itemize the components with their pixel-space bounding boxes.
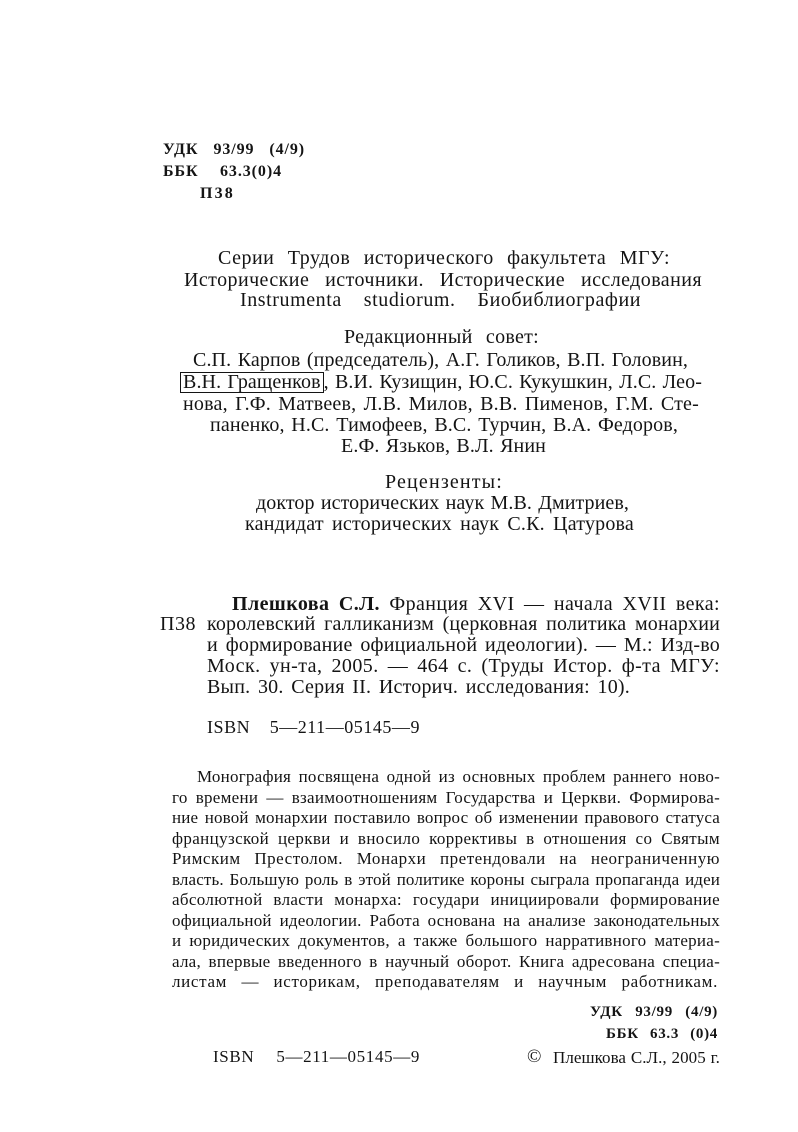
annotation-line: Монография посвящена одной из основных проблем раннего ново-: [197, 767, 720, 786]
annotation-line: ала, впервые введенного в научный оборот. Книга адресована специа-: [172, 952, 720, 971]
copyright-text: Плешкова С.Л., 2005 г.: [553, 1048, 720, 1067]
annotation-line: и юридических документов, а также большого нарративного материа-: [172, 931, 720, 950]
footer-udk-code: УДК 93/99 (4/9): [590, 1004, 718, 1020]
series-line: Серии Трудов исторического факультета МГУ:: [218, 247, 670, 269]
annotation-line: листам — историкам, преподавателям и научным работникам.: [172, 972, 718, 991]
annotation-line: абсолютной власти монарха: государи инициировали формирование: [172, 890, 720, 909]
bibliography-line: Вып. 30. Серия II. Историч. исследования: 10).: [207, 676, 630, 698]
footer-bbk-code: ББК 63.3 (0)4: [606, 1026, 718, 1042]
bibliography-line: королевский галликанизм (церковная политика монархии: [207, 613, 720, 635]
annotation-line: ние новой монархии поставило вопрос об изменении правового статуса: [172, 808, 720, 827]
bibliography-mark: П38: [160, 613, 196, 635]
reviewer-line: кандидат исторических наук С.К. Цатурова: [245, 513, 634, 535]
copyright-icon: ©: [527, 1046, 542, 1067]
annotation-line: власть. Большую роль в этой политике короны сыграла пропаганда идеи: [172, 870, 720, 889]
editorial-board-line: нова, Г.Ф. Матвеев, Л.В. Милов, В.В. Пименов, Г.М. Сте-: [183, 393, 699, 415]
boxed-name: В.Н. Гращенков: [180, 372, 324, 393]
annotation-line: Римским Престолом. Монархи претендовали на неограниченную: [172, 849, 720, 868]
series-line: Instrumenta studiorum. Биобиблиографии: [240, 289, 641, 311]
bibliography-line: Плешкова С.Л. Франция XVI — начала XVII века:: [232, 593, 721, 615]
annotation-line: французской церкви и вносило коррективы в отношения со Святым: [172, 829, 720, 848]
author-mark: П38: [200, 185, 235, 202]
editorial-board-title: Редакционный совет:: [344, 326, 539, 348]
reviewer-line: доктор исторических наук М.В. Дмитриев,: [256, 492, 629, 514]
bibliography-author: Плешкова С.Л.: [232, 593, 380, 615]
udk-code: УДК 93/99 (4/9): [163, 141, 305, 158]
annotation-line: официальной идеологии. Работа основана на анализе законодательных: [172, 911, 720, 930]
series-line: Исторические источники. Исторические исследования: [184, 269, 702, 291]
editorial-board-line: С.П. Карпов (председатель), А.Г. Голиков, В.П. Головин,: [193, 349, 688, 371]
reviewers-title: Рецензенты:: [385, 471, 503, 493]
editorial-board-line: Е.Ф. Язьков, В.Л. Янин: [341, 435, 546, 457]
bibliography-line: Моск. ун-та, 2005. — 464 с. (Труды Истор. ф-та МГУ:: [207, 655, 720, 677]
editorial-board-line: паненко, Н.С. Тимофеев, В.С. Турчин, В.А. Федоров,: [210, 414, 678, 436]
bibliography-line: и формирование официальной идеологии). — М.: Изд-во: [207, 634, 720, 656]
annotation-line: го времени — взаимоотношениям Государства и Церкви. Формирова-: [172, 788, 720, 807]
editorial-board-line: В.Н. Гращенков , В.И. Кузищин, Ю.С. Кукушкин, Л.С. Лео-: [180, 370, 702, 394]
isbn: ISBN 5—211—05145—9: [207, 717, 420, 737]
footer-isbn: ISBN 5—211—05145—9: [213, 1047, 420, 1066]
bbk-code: ББК 63.3(0)4: [163, 163, 282, 180]
